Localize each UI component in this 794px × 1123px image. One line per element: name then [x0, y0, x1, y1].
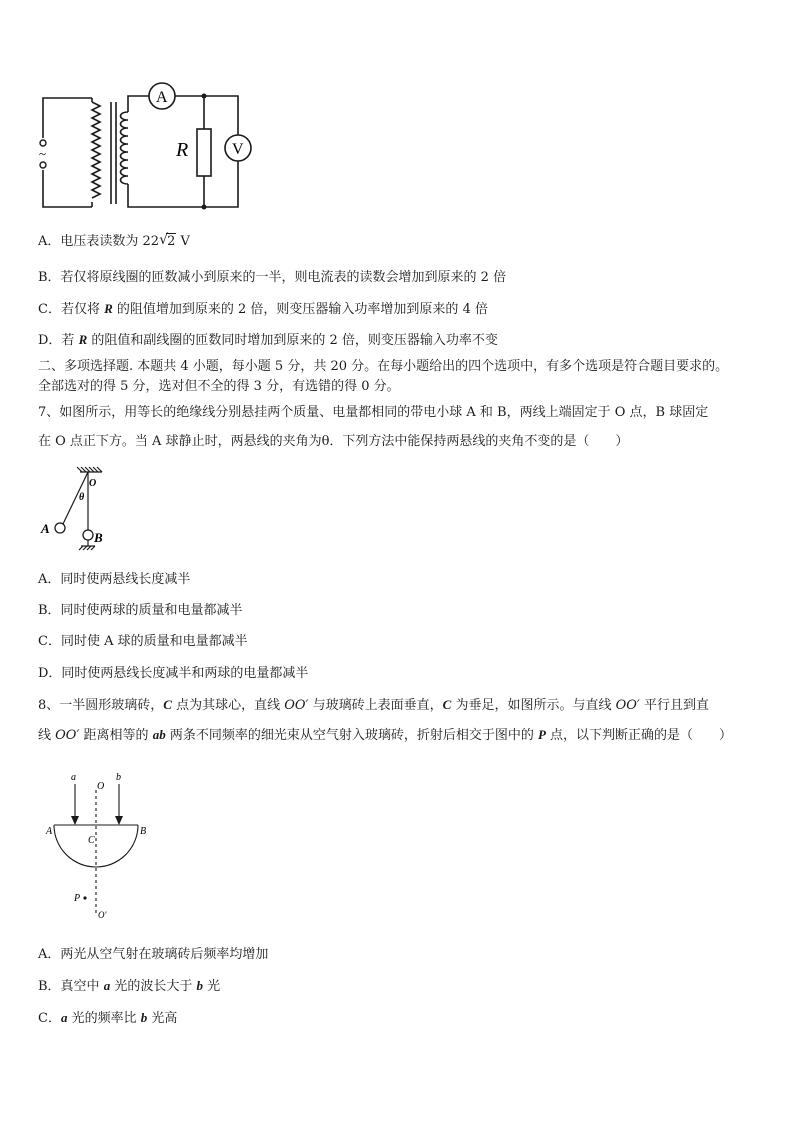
- q6-option-a: [38, 234, 190, 250]
- q6-option-c: [38, 301, 488, 318]
- q7-option-c: C．同时使 A 球的质量和电量都减半: [38, 634, 248, 649]
- voltmeter-label: V: [232, 141, 244, 158]
- q6-option-c-post: 的阻值增加到原来的 2 倍，则变压器输入功率增加到原来的 4 倍: [112, 302, 488, 317]
- label-o: O: [89, 478, 97, 489]
- q8-var-c-2: C: [442, 697, 452, 712]
- q6-option-a-text: A．电压表读数为 22: [38, 234, 160, 249]
- q8-option-b-post: 光: [202, 979, 221, 994]
- sqrt-symbol: √ 2: [159, 232, 176, 249]
- q6-option-a-unit: V: [180, 234, 190, 249]
- q8-option-c-pre: C．: [38, 1011, 61, 1026]
- transformer-circuit-figure: [30, 80, 260, 215]
- q8-text-8: 两条不同频率的细光束从空气射入玻璃砖，折射后相交于图中的: [165, 728, 538, 743]
- label-c-center: C: [88, 835, 95, 846]
- q8-option-b-var2: b: [196, 978, 203, 993]
- q6-option-b: B．若仅将原线圈的匝数减小到原来的一半，则电流表的读数会增加到原来的 2 倍: [38, 270, 507, 285]
- ray-label-a: a: [71, 772, 76, 783]
- q8-text-2: 点为其球心，直线: [171, 698, 285, 713]
- q7-line2: 在 O 点正下方。当 A 球静止时，两悬线的夹角为θ．下列方法中能保持两悬线的夹角不变的是（ ）: [38, 434, 629, 449]
- q8-option-c-var: a: [60, 1010, 68, 1025]
- q8-option-c-post: 光高: [147, 1011, 178, 1026]
- label-a-left: A: [46, 826, 53, 837]
- q8-text-9: 点，以下判断正确的是（ ）: [545, 728, 733, 743]
- q8-var-p: P: [537, 727, 546, 742]
- q7-option-a: A．同时使两悬线长度减半: [38, 572, 191, 587]
- ac-source-symbol: ~: [39, 146, 47, 161]
- label-b-right: B: [140, 826, 147, 837]
- q8-text-3: 与玻璃砖上表面垂直，: [308, 698, 443, 713]
- q8-option-b-pre: B．真空中: [38, 979, 104, 994]
- ray-label-b: b: [116, 772, 121, 783]
- section2-line1: 二、多项选择题. 本题共 4 小题，每小题 5 分，共 20 分。在每小题给出的四个选项中，有多个选项是符合题目要求的。: [38, 359, 729, 374]
- q6-option-d-post: 的阻值和副线圈的匝数同时增加到原来的 2 倍，则变压器输入功率不变: [87, 333, 498, 348]
- sqrt-radicand: 2: [167, 234, 176, 249]
- q7-option-b: B．同时使两球的质量和电量都减半: [38, 603, 243, 618]
- q6-option-c-var: R: [104, 301, 113, 316]
- q8-var-oo-2: OO′: [615, 698, 640, 713]
- label-theta: θ: [79, 492, 85, 503]
- label-o-top: O: [97, 781, 105, 792]
- q8-option-c-var2: b: [140, 1010, 148, 1025]
- q8-stem: [38, 690, 758, 750]
- label-b: B: [94, 530, 103, 545]
- q8-text-5: 平行且到直: [639, 698, 709, 713]
- q8-line2: [38, 720, 758, 750]
- q8-option-b: [38, 978, 220, 995]
- q8-var-oo-3: OO′: [55, 728, 80, 743]
- pendulum-figure: [36, 466, 108, 558]
- label-p: P: [74, 893, 81, 904]
- q8-option-c: [38, 1010, 177, 1027]
- q8-text-4: 为垂足，如图所示。与直线: [451, 698, 616, 713]
- q8-text-6: 线: [38, 728, 56, 743]
- q6-option-c-pre: C．若仅将: [38, 302, 105, 317]
- resistor-label: R: [176, 139, 189, 161]
- label-o-prime: O′: [98, 910, 107, 920]
- q8-line1: [38, 690, 758, 720]
- q8-option-c-mid: 光的频率比: [67, 1011, 141, 1026]
- semicircle-glass-figure: [38, 768, 158, 928]
- section2-instructions: [38, 357, 768, 397]
- q8-text-1: 8、一半圆形玻璃砖，: [38, 698, 164, 713]
- q8-var-ab: ab: [152, 727, 166, 742]
- q8-option-a: A．两光从空气射在玻璃砖后频率均增加: [38, 947, 269, 962]
- q8-var-oo-1: OO′: [284, 698, 309, 713]
- q8-var-c: C: [163, 697, 172, 712]
- q6-option-d-var: R: [78, 332, 88, 347]
- q7-option-d: D．同时使两悬线长度减半和两球的电量都减半: [38, 666, 309, 681]
- q8-text-7: 距离相等的: [79, 728, 153, 743]
- ammeter-label: A: [156, 89, 168, 106]
- q7-stem: [38, 398, 758, 456]
- q6-option-d: [38, 332, 498, 349]
- label-a: A: [41, 521, 50, 536]
- q7-line1: 7、如图所示，用等长的绝缘线分别悬挂两个质量、电量都相同的带电小球 A 和 B，两线上端固定于 O 点，B 球固定: [38, 405, 709, 420]
- q8-option-b-mid: 光的波长大于: [110, 979, 197, 994]
- q8-option-b-var: a: [103, 978, 111, 993]
- q6-option-d-pre: D．若: [38, 333, 79, 348]
- section2-line2: 全部选对的得 5 分，选对但不全的得 3 分，有选错的得 0 分。: [38, 379, 400, 394]
